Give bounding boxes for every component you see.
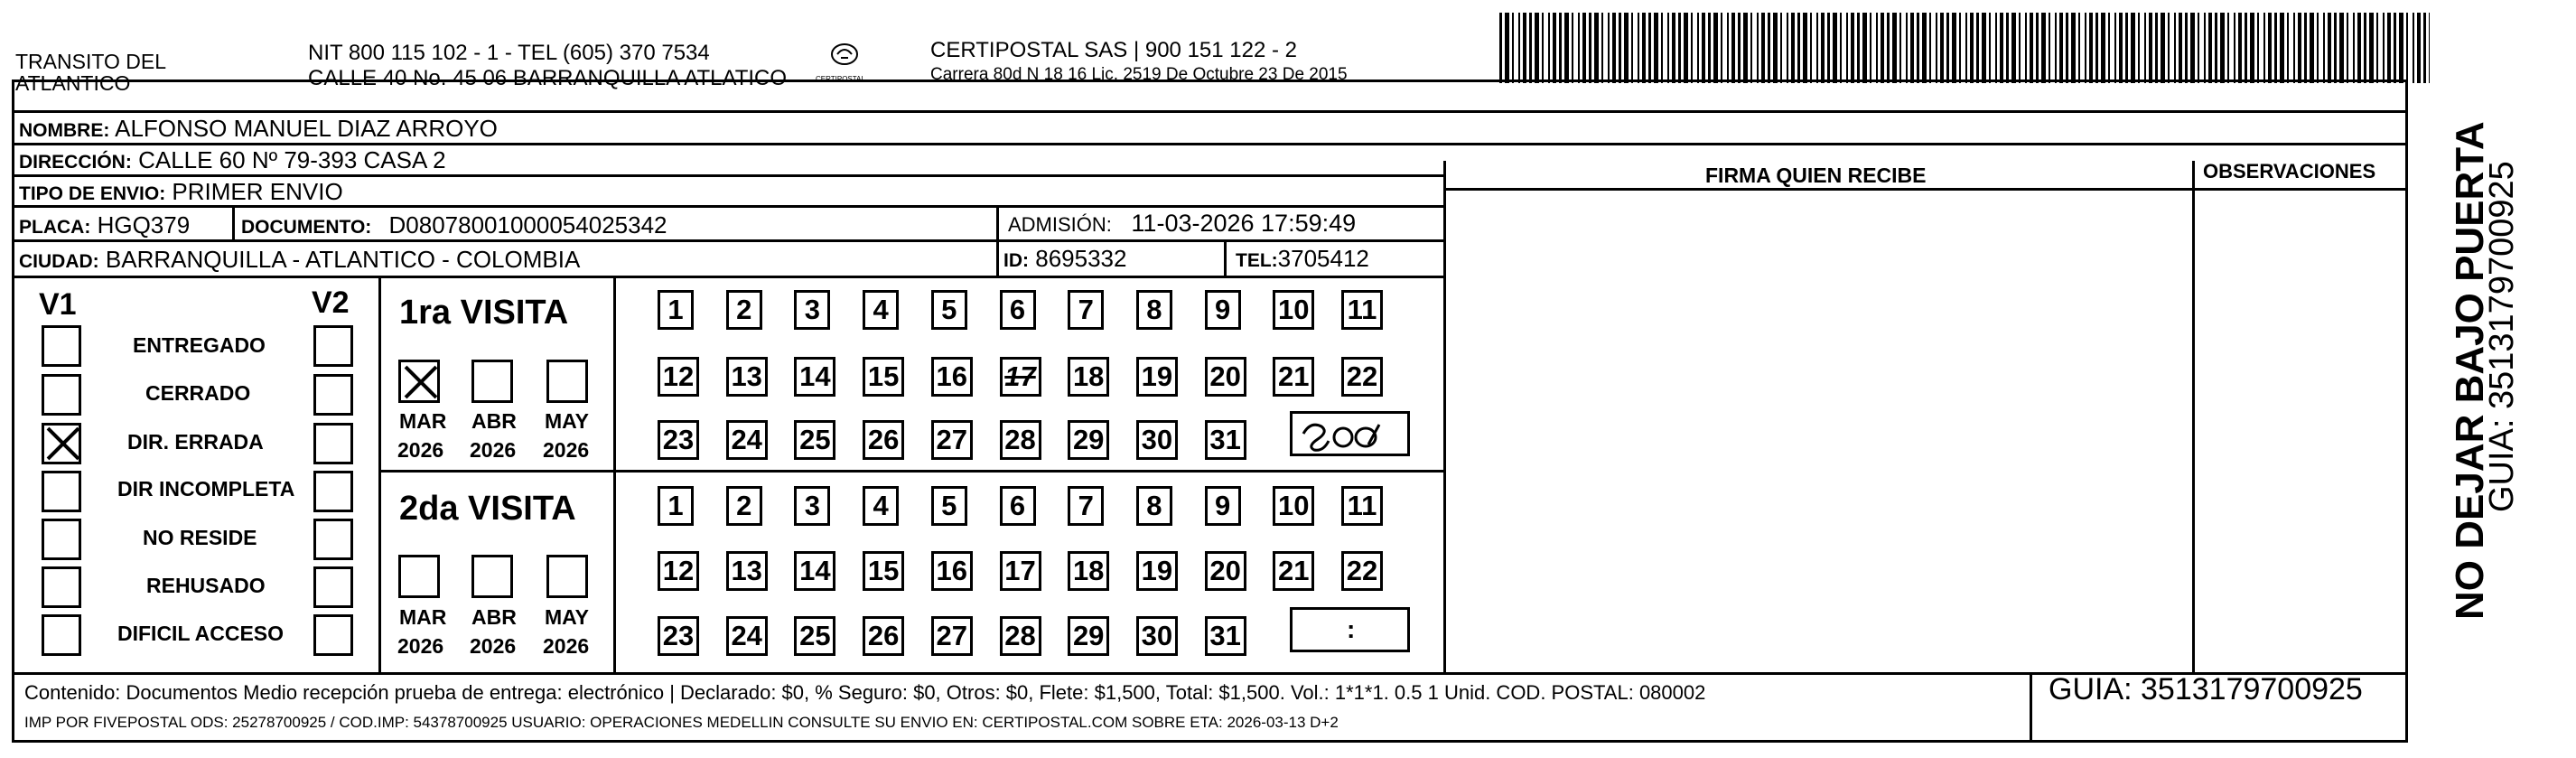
handwritten-time-icon — [1293, 414, 1407, 454]
visit2-month-abr: ABR — [471, 605, 517, 629]
footer-imp-line: IMP POR FIVEPOSTAL ODS: 25278700925 / COD.IMP: 54378700925 USUARIO: OPERACIONES MEDELLIN CONSULTE SU ENVIO EN: CERTIPOSTAL.COM SOBRE ETA: 2026-03-13 D+2 — [24, 714, 1339, 731]
status-rehusado: REHUSADO — [146, 574, 266, 597]
v1-checkbox-cerrado[interactable] — [42, 374, 81, 416]
visit2-day-6[interactable]: 6 — [1000, 486, 1036, 526]
visit2-year-may: 2026 — [543, 634, 590, 658]
visit1-day-4[interactable]: 4 — [863, 290, 899, 330]
visit1-day-30[interactable]: 30 — [1136, 420, 1178, 460]
visit2-day-29[interactable]: 29 — [1068, 616, 1109, 656]
visit2-month-checkbox-may[interactable] — [546, 555, 588, 598]
visit2-day-7[interactable]: 7 — [1068, 486, 1104, 526]
tel-label: TEL: — [1236, 250, 1278, 271]
visit1-day-14[interactable]: 14 — [794, 357, 835, 397]
visit1-day-7[interactable]: 7 — [1068, 290, 1104, 330]
visit2-year-mar: 2026 — [397, 634, 444, 658]
footer-contenido: Contenido: Documentos Medio recepción prueba de entrega: electrónico | Declarado: $0, % Seguro: $0, Otros: $0, Flete: $1,500, Total: $1,500. Vol.: 1*1*1. 0.5 1 Unid. COD. POSTAL: 080002 — [24, 681, 1706, 704]
visit1-day-2[interactable]: 2 — [726, 290, 762, 330]
visit1-day-15[interactable]: 15 — [863, 357, 904, 397]
visit1-day-26[interactable]: 26 — [863, 420, 904, 460]
visit2-day-10[interactable]: 10 — [1273, 486, 1314, 526]
ciudad-label: CIUDAD: — [19, 251, 99, 272]
v2-label: V2 — [312, 285, 350, 320]
visit1-day-8[interactable]: 8 — [1136, 290, 1172, 330]
visit2-day-19[interactable]: 19 — [1136, 551, 1178, 591]
side-guia: GUIA: 3513179700925 — [2483, 161, 2521, 512]
visit2-day-21[interactable]: 21 — [1273, 551, 1314, 591]
visit1-month-may: MAY — [545, 409, 589, 433]
v1-checkbox-dificil-acceso[interactable] — [42, 614, 81, 656]
tel-value: 3705412 — [1277, 245, 1369, 272]
visit1-day-24[interactable]: 24 — [726, 420, 768, 460]
admision-label: ADMISIÓN: — [1008, 213, 1112, 236]
v2-checkbox-entregado[interactable] — [313, 325, 353, 367]
visit1-month-abr: ABR — [471, 409, 517, 433]
status-entregado: ENTREGADO — [133, 333, 266, 357]
v2-checkbox-dir-incompleta[interactable] — [313, 471, 353, 512]
v1-checkbox-rehusado[interactable] — [42, 566, 81, 608]
admision-value: 11-03-2026 17:59:49 — [1131, 210, 1357, 237]
status-dir-errada: DIR. ERRADA — [127, 430, 264, 454]
visit1-time-box[interactable] — [1290, 411, 1410, 456]
v1-checkbox-dir-incompleta[interactable] — [42, 471, 81, 512]
visit1-day-21[interactable]: 21 — [1273, 357, 1314, 397]
documento-value: D08078001000054025342 — [388, 211, 667, 239]
visit1-day-5[interactable]: 5 — [931, 290, 967, 330]
visit2-month-mar: MAR — [399, 605, 447, 629]
visit1-day-28[interactable]: 28 — [1000, 420, 1041, 460]
id-label: ID: — [1003, 250, 1029, 271]
nombre-label: NOMBRE: — [19, 120, 110, 141]
visit1-day-16[interactable]: 16 — [931, 357, 973, 397]
visit1-day-9[interactable]: 9 — [1205, 290, 1241, 330]
visit2-day-3[interactable]: 3 — [794, 486, 830, 526]
visit2-day-9[interactable]: 9 — [1205, 486, 1241, 526]
tipo-envio-value: PRIMER ENVIO — [172, 178, 343, 205]
documento-label: DOCUMENTO: — [241, 217, 372, 238]
logo-text: CERTIPOSTAL — [816, 75, 865, 83]
visit2-day-24[interactable]: 24 — [726, 616, 768, 656]
visit1-day-12[interactable]: 12 — [658, 357, 699, 397]
v1-label: V1 — [39, 287, 77, 322]
visit1-day-22[interactable]: 22 — [1341, 357, 1383, 397]
visit1-day-29[interactable]: 29 — [1068, 420, 1109, 460]
firma-quien-recibe-label: FIRMA QUIEN RECIBE — [1705, 164, 1927, 187]
visit1-month-checkbox-may[interactable] — [546, 360, 588, 403]
visit2-day-22[interactable]: 22 — [1341, 551, 1383, 591]
visit1-day-3[interactable]: 3 — [794, 290, 830, 330]
visit2-day-15[interactable]: 15 — [863, 551, 904, 591]
visit1-day-10[interactable]: 10 — [1273, 290, 1314, 330]
observaciones-label: OBSERVACIONES — [2203, 160, 2376, 182]
check-mark-icon — [401, 363, 439, 401]
visit1-day-23[interactable]: 23 — [658, 420, 699, 460]
placa-label: PLACA: — [19, 217, 91, 238]
visit1-day-18[interactable]: 18 — [1068, 357, 1109, 397]
side-warning: NO DEJAR BAJO PUERTA — [2448, 121, 2492, 620]
visit1-day-31[interactable]: 31 — [1205, 420, 1246, 460]
barcode — [1499, 13, 2430, 83]
v2-checkbox-rehusado[interactable] — [313, 566, 353, 608]
visit1-day-25[interactable]: 25 — [794, 420, 835, 460]
placa-value: HGQ379 — [97, 211, 191, 239]
visit1-day-11[interactable]: 11 — [1341, 290, 1383, 330]
status-no-reside: NO RESIDE — [143, 526, 257, 549]
status-cerrado: CERRADO — [145, 381, 251, 405]
visit2-day-8[interactable]: 8 — [1136, 486, 1172, 526]
visit2-day-17[interactable]: 17 — [1000, 551, 1041, 591]
visit2-year-abr: 2026 — [470, 634, 517, 658]
check-mark-icon — [43, 425, 81, 463]
visit2-time-box[interactable] — [1290, 607, 1410, 652]
sender-nit: NIT 800 115 102 - 1 - TEL (605) 370 7534 — [308, 41, 710, 65]
sender-name-line1: TRANSITO DEL — [15, 50, 166, 73]
visit2-title: 2da VISITA — [399, 490, 576, 528]
visit1-year-may: 2026 — [543, 438, 590, 462]
visit2-day-1[interactable]: 1 — [658, 486, 694, 526]
visit1-title: 1ra VISITA — [399, 294, 569, 332]
visit2-time-placeholder: : — [1347, 615, 1356, 643]
visit1-time-value — [1293, 414, 1294, 415]
visit2-day-20[interactable]: 20 — [1205, 551, 1246, 591]
visit1-day-6[interactable]: 6 — [1000, 290, 1036, 330]
visit2-day-30[interactable]: 30 — [1136, 616, 1178, 656]
visit2-day-14[interactable]: 14 — [794, 551, 835, 591]
visit1-year-mar: 2026 — [397, 438, 444, 462]
visit1-day-20[interactable]: 20 — [1205, 357, 1246, 397]
company-line: CERTIPOSTAL SAS | 900 151 122 - 2 — [930, 38, 1297, 62]
status-dificil-acceso: DIFICIL ACCESO — [117, 622, 285, 645]
visit1-day-1[interactable]: 1 — [658, 290, 694, 330]
visit2-day-25[interactable]: 25 — [794, 616, 835, 656]
visit1-day-17[interactable]: 17 — [1000, 357, 1041, 397]
visit2-day-16[interactable]: 16 — [931, 551, 973, 591]
visit1-month-checkbox-abr[interactable] — [471, 360, 513, 403]
ciudad-value: BARRANQUILLA - ATLANTICO - COLOMBIA — [105, 246, 581, 273]
visit2-day-23[interactable]: 23 — [658, 616, 699, 656]
visit2-day-13[interactable]: 13 — [726, 551, 768, 591]
visit1-day-27[interactable]: 27 — [931, 420, 973, 460]
v2-checkbox-dir-errada[interactable] — [313, 423, 353, 464]
visit1-day-13[interactable]: 13 — [726, 357, 768, 397]
v2-checkbox-dificil-acceso[interactable] — [313, 614, 353, 656]
visit1-year-abr: 2026 — [470, 438, 517, 462]
license-line: Carrera 80d N 18 16 Lic. 2519 De Octubre 23 De 2015 — [930, 65, 1348, 84]
v1-checkbox-entregado[interactable] — [42, 325, 81, 367]
v2-checkbox-cerrado[interactable] — [313, 374, 353, 416]
tipo-envio-label: TIPO DE ENVIO: — [19, 183, 166, 204]
sender-address: CALLE 40 No. 45 06 BARRANQUILLA ATLATICO — [308, 66, 788, 90]
visit2-day-4[interactable]: 4 — [863, 486, 899, 526]
v2-checkbox-no-reside[interactable] — [313, 519, 353, 560]
visit2-day-18[interactable]: 18 — [1068, 551, 1109, 591]
id-value: 8695332 — [1035, 245, 1127, 272]
visit1-day-19[interactable]: 19 — [1136, 357, 1178, 397]
visit2-day-12[interactable]: 12 — [658, 551, 699, 591]
visit1-month-mar: MAR — [399, 409, 447, 433]
visit2-day-11[interactable]: 11 — [1341, 486, 1383, 526]
recipient-name: ALFONSO MANUEL DIAZ ARROYO — [115, 115, 498, 142]
sender-name-line2: ATLANTICO — [15, 71, 131, 95]
v1-checkbox-no-reside[interactable] — [42, 519, 81, 560]
visit2-day-31[interactable]: 31 — [1205, 616, 1246, 656]
visit2-day-5[interactable]: 5 — [931, 486, 967, 526]
visit2-day-2[interactable]: 2 — [726, 486, 762, 526]
recipient-address: CALLE 60 Nº 79-393 CASA 2 — [138, 146, 446, 173]
visit2-day-28[interactable]: 28 — [1000, 616, 1041, 656]
visit2-month-may: MAY — [545, 605, 589, 629]
direccion-label: DIRECCIÓN: — [19, 152, 132, 173]
visit2-day-26[interactable]: 26 — [863, 616, 904, 656]
footer-guia: GUIA: 3513179700925 — [2049, 672, 2363, 707]
visit2-day-27[interactable]: 27 — [931, 616, 973, 656]
visit2-month-checkbox-abr[interactable] — [471, 555, 513, 598]
visit2-month-checkbox-mar[interactable] — [398, 555, 440, 598]
status-dir-incompleta: DIR INCOMPLETA — [117, 477, 295, 501]
